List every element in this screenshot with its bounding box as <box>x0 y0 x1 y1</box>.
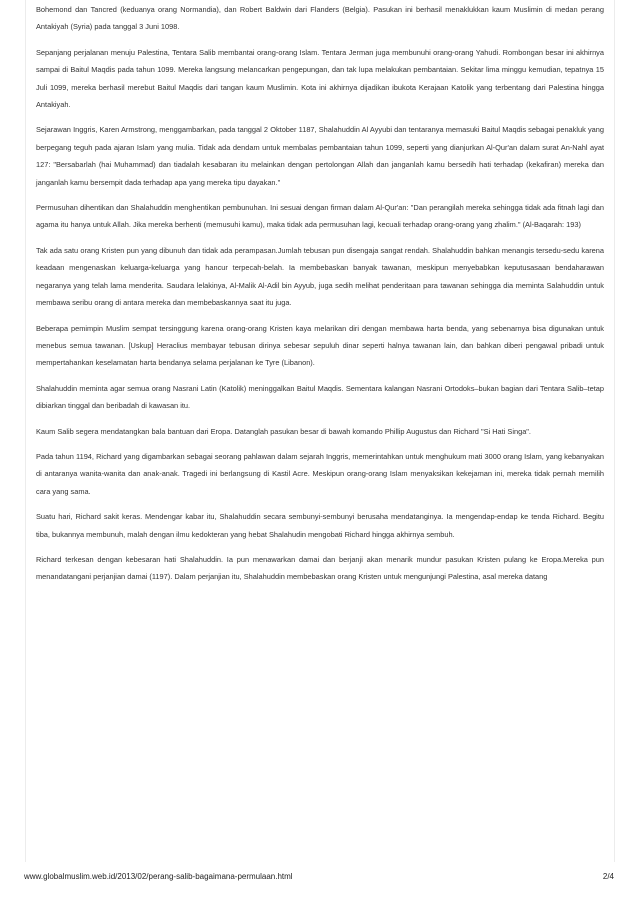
paragraph: Shalahuddin meminta agar semua orang Nasrani Latin (Katolik) meninggalkan Baitul Maqdis. Sementara kalangan Nasrani Ortodoks–bukan bagian dari Tentara Salib–tetap dibiarkan tinggal dan beribadah di kawasan itu. <box>36 383 604 411</box>
paragraph: Sepanjang perjalanan menuju Palestina, Tentara Salib membantai orang-orang Islam. Tentara Jerman juga membunuhi orang-orang Yahudi. Rombongan besar ini akhirnya sampai di Baitul Maqdis pada tahun 1099. Mereka langsung melancarkan pengepungan, dan tak lupa melakukan pembantaian. Sekitar lima minggu kemudian, tepatnya 15 Juli 1099, mereka berhasil merebut Baitul Maqdis dari tangan kaum Muslimin. Kota ini akhirnya dijadikan ibukota Kerajaan Katolik yang terbentang dari Palestina hingga Antakiyah. <box>36 47 604 110</box>
page-footer <box>0 872 638 888</box>
paragraph: Suatu hari, Richard sakit keras. Mendengar kabar itu, Shalahuddin secara sembunyi-sembunyi berusaha mendatanginya. Ia mengendap-endap ke tenda Richard. Begitu tiba, bukannya membunuh, malah dengan ilmu kedokteran yang hebat Shalahudin mengobati Richard hingga akhirnya sembuh. <box>36 512 604 539</box>
paragraph: Tak ada satu orang Kristen pun yang dibunuh dan tidak ada perampasan.Jumlah tebusan pun disengaja sangat rendah. Shalahuddin bahkan menangis tersedu-sedu karena keadaan mengenaskan keluarga-keluarga yang hancur terpecah-belah. Ia membebaskan banyak tawanan, meskipun menyebabkan keputusasaan bendaharawan negaranya yang telah lama menderita. Saudara lelakinya, Al-Malik Al-Adil bin Ayyub, juga sedih melihat penderitaan para tawanan sehingga dia meminta Salahuddin untuk membawa seribu orang di antara mereka dan membebaskannya saat itu juga. <box>36 245 604 308</box>
footer-url[interactable]: www.globalmuslim.web.id/2013/02/perang-salib-bagaimana-permulaan.html <box>24 872 293 881</box>
paragraph: Bohemond dan Tancred (keduanya orang Normandia), dan Robert Baldwin dari Flanders (Belgia). Pasukan ini berhasil menaklukkan kaum Muslimin di medan perang Antakiyah (Syria) pada tanggal 3 Juni 1098. <box>36 5 604 32</box>
paragraph: Beberapa pemimpin Muslim sempat tersinggung karena orang-orang Kristen kaya melarikan diri dengan membawa harta benda, yang sebenarnya bisa digunakan untuk menebus semua tawanan. [Uskup] Heraclius membayar tebusan dirinya sebesar sepuluh dinar seperti halnya tawanan lain, dan bahkan diberi pengawal pribadi untuk mempertahankan keselamatan harta bendanya selama perjalanan ke Tyre (Libanon). <box>36 323 604 368</box>
paragraph: Kaum Salib segera mendatangkan bala bantuan dari Eropa. Datanglah pasukan besar di bawah komando Phillip Augustus dan Richard "Si Hati Singa". <box>36 426 531 436</box>
page-number: 2/4 <box>602 872 614 881</box>
paragraph: Sejarawan Inggris, Karen Armstrong, menggambarkan, pada tanggal 2 Oktober 1187, Shalahuddin Al Ayyubi dan tentaranya memasuki Baitul Maqdis sebagai penakluk yang berpegang teguh pada ajaran Islam yang mulia. Tidak ada dendam untuk membalas pembantaian tahun 1099, seperti yang dianjurkan Al-Qur'an dalam surat An-Nahl ayat 127: "Bersabarlah (hai Muhammad) dan tiadalah kesabaran itu melainkan dengan pertolongan Allah dan janganlah kamu bersedih hati terhadap (kekafiran) mereka dan janganlah kamu bersempit dada terhadap apa yang mereka tipu dayakan." <box>36 125 604 187</box>
paragraph: Pada tahun 1194, Richard yang digambarkan sebagai seorang pahlawan dalam sejarah Inggris, memerintahkan untuk menghukum mati 3000 orang Islam, yang kebanyakan di antaranya wanita-wanita dan anak-anak. Tragedi ini berlangsung di Kastil Acre. Meskipun orang-orang Islam menyaksikan kekejaman ini, mereka tidak pernah memilih cara yang sama. <box>36 451 604 496</box>
paragraph: Permusuhan dihentikan dan Shalahuddin menghentikan pembunuhan. Ini sesuai dengan firman dalam Al-Qur'an: "Dan perangilah mereka sehingga tidak ada fitnah lagi dan agama itu hanya untuk Allah. Jika mereka berhenti (memusuhi kamu), maka tidak ada permusuhan lagi, kecuali terhadap orang-orang yang zhalim." (Al-Baqarah: 193) <box>36 203 604 230</box>
paragraph: Richard terkesan dengan kebesaran hati Shalahuddin. Ia pun menawarkan damai dan berjanji akan menarik mundur pasukan Kristen pulang ke Eropa.Mereka pun menandatangani perjanjian damai (1197). Dalam perjanjian itu, Shalahuddin membebaskan orang Kristen untuk mengunjungi Palestina, asal mereka datang <box>36 554 604 582</box>
article-body <box>25 0 615 862</box>
